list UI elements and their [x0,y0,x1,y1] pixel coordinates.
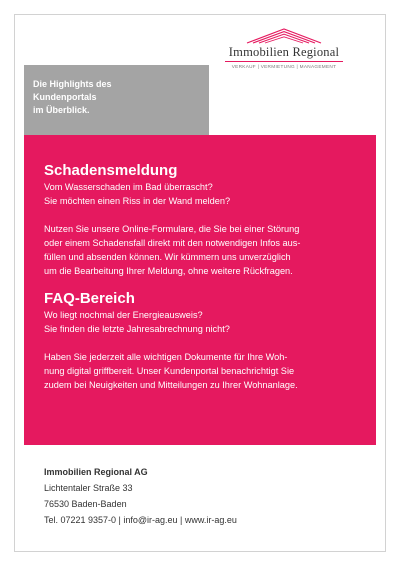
brand-divider [225,61,343,62]
section-title-faq: FAQ-Bereich [44,290,135,307]
section-body-schadensmeldung: Nutzen Sie unsere Online-Formulare, die Sie bei einer Störung oder einem Schadensfall direkt mit den notwendigen Infos aus- füllen und absenden können. Wir kümmern uns unverzüglich um die Bearbeitung Ihrer Meldung, ohne weitere Rückfragen. [44,224,301,276]
footer-company: Immobilien Regional AG [44,467,148,477]
brand-logo [219,28,349,69]
footer-street: Lichtentaler Straße 33 [44,483,133,493]
section-intro-schadensmeldung: Vom Wasserschaden im Bad überrascht? Sie möchten einen Riss in der Wand melden? [44,182,231,206]
brand-tagline: VERKAUF | VERMIETUNG | MANAGEMENT [231,64,337,69]
section-title-schadensmeldung: Schadensmeldung [44,162,178,179]
footer-contact [44,464,237,528]
brand-name: Immobilien Regional [228,45,340,59]
content-panel [24,135,376,445]
footer-city: 76530 Baden-Baden [44,499,127,509]
highlight-text: Die Highlights des Kundenportals im Überblick. [33,79,112,115]
section-intro-faq: Wo liegt nochmal der Energieausweis? Sie finden die letzte Jahresabrechnung nicht? [44,310,230,334]
section-body-faq: Haben Sie jederzeit alle wichtigen Dokumente für Ihre Woh- nung digital griffbereit. Unser Kundenportal benachrichtigt Sie zudem bei Neuigkeiten und Mitteilungen zu Ihrer Wohnanlage. [44,352,298,390]
footer-contact-line: Tel. 07221 9357-0 | info@ir-ag.eu | www.ir-ag.eu [44,515,237,525]
roof-logo-icon [245,28,323,44]
highlight-box [24,65,209,135]
